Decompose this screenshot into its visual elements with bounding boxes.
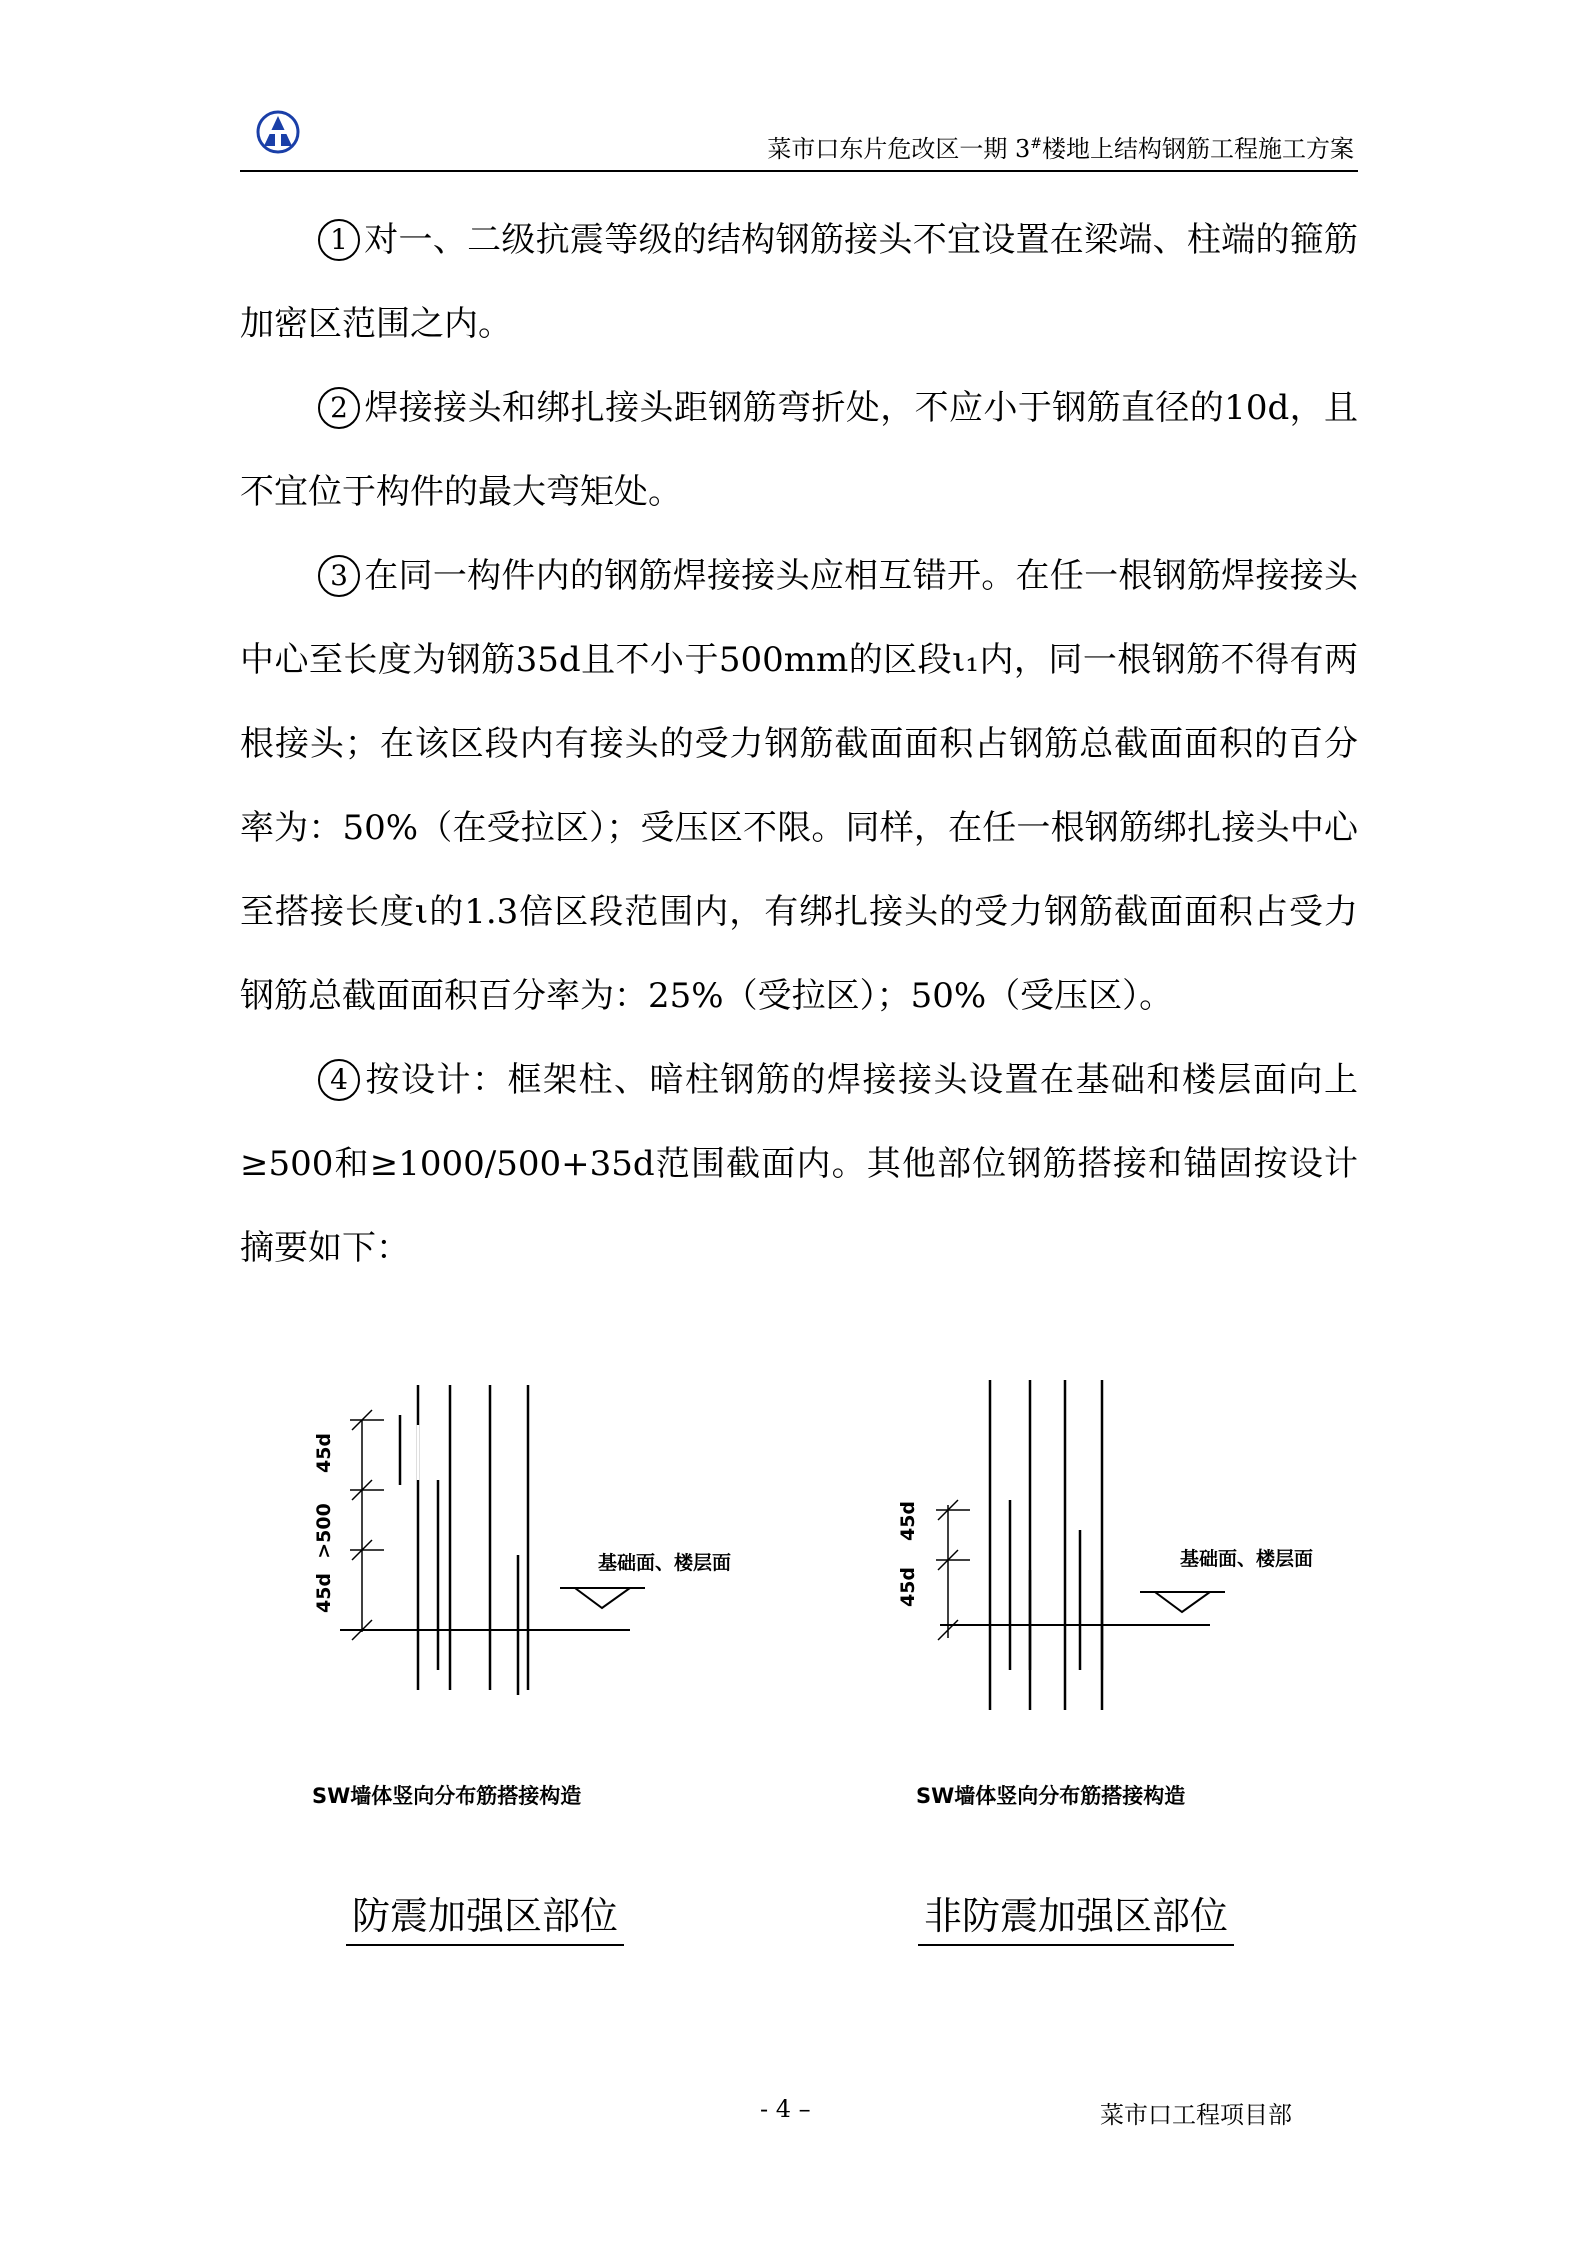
paragraph-2: 2 焊接接头和绑扎接头距钢筋弯折处，不应小于钢筋直径的10d，且不宜位于构件的最大弯矩处。: [240, 388, 1358, 512]
zone-label-non-seismic: 非防震加强区部位: [918, 1885, 1234, 1946]
circled-number: 3: [318, 555, 360, 597]
circled-number: 4: [318, 1059, 360, 1101]
diagram-non-seismic-zone: [880, 1370, 1340, 1840]
circled-number: 2: [318, 387, 360, 429]
diagram-seismic-zone: [300, 1370, 760, 1840]
paragraph-4: 4 按设计：框架柱、暗柱钢筋的焊接接头设置在基础和楼层面向上≥500和≥1000/500+35d范围截面内。其他部位钢筋搭接和锚固按设计摘要如下：: [240, 1060, 1358, 1268]
footer-department: 菜市口工程项目部: [1100, 2101, 1292, 2129]
diagram-caption: SW墙体竖向分布筋搭接构造: [312, 1784, 582, 1808]
dim-label-bottom: 45d: [313, 1572, 336, 1614]
face-label: 基础面、楼层面: [1180, 1548, 1314, 1570]
rebar-lap-drawing: [880, 1370, 1340, 1840]
dim-label-mid: >500: [312, 1503, 335, 1559]
paragraph-3: 3 在同一构件内的钢筋焊接接头应相互错开。在任一根钢筋焊接接头中心至长度为钢筋35d且不小于500mm的区段ι₁内，同一根钢筋不得有两根接头；在该区段内有接头的受力钢筋截面面积占钢筋总截面面积的百分率为：50%（在受拉区）；受压区不限。同样，在任一根钢筋绑扎接头中心至搭接长度ι的1.3倍区段范围内，有绑扎接头的受力钢筋截面面积占受力钢筋总截面面积百分率为：25%（受拉区）；50%（受压区）。: [240, 556, 1358, 1016]
diagram-caption: SW墙体竖向分布筋搭接构造: [916, 1784, 1186, 1808]
circled-number: 1: [318, 219, 360, 261]
dim-label-bottom: 45d: [897, 1566, 920, 1608]
company-logo-icon: [256, 110, 300, 154]
face-label: 基础面、楼层面: [598, 1552, 732, 1574]
page-number: - 4 –: [760, 2095, 811, 2123]
dim-label-top: 45d: [313, 1432, 336, 1474]
zone-label-seismic: 防震加强区部位: [346, 1885, 624, 1946]
rebar-lap-drawing: [300, 1370, 760, 1840]
dim-label-top: 45d: [897, 1500, 920, 1542]
paragraph-1: 1 对一、二级抗震等级的结构钢筋接头不宜设置在梁端、柱端的箍筋加密区范围之内。: [240, 220, 1358, 344]
body-text: [240, 198, 1358, 1290]
page-header: [240, 100, 1358, 172]
document-title: 菜市口东片危改区一期 3#楼地上结构钢筋工程施工方案: [767, 135, 1354, 163]
